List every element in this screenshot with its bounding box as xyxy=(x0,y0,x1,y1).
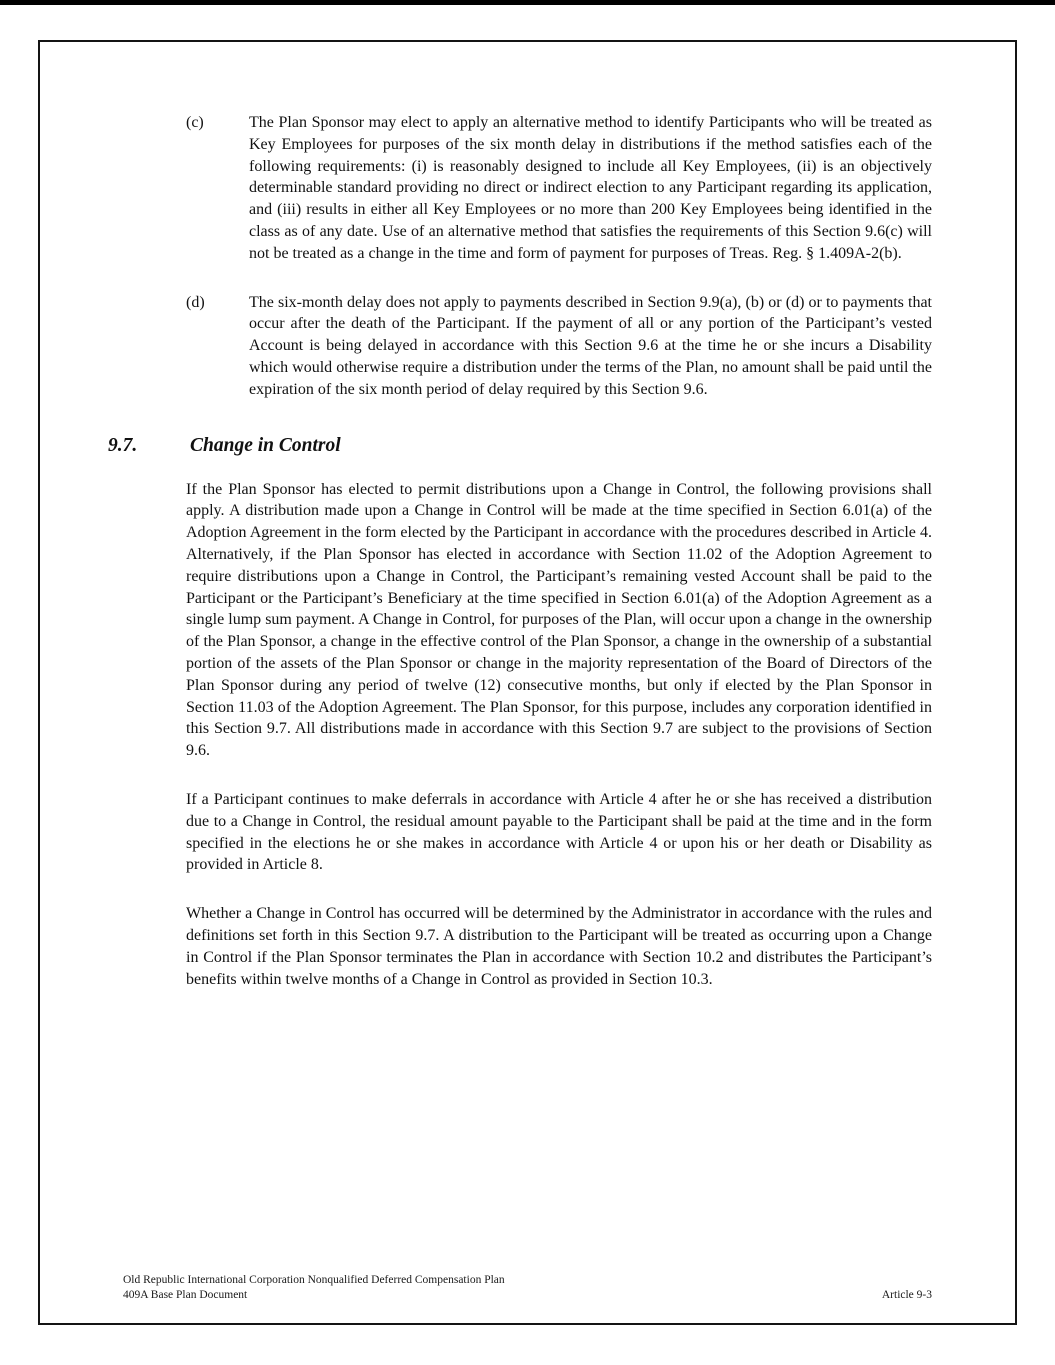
clause-d xyxy=(186,292,932,401)
clause-c xyxy=(186,112,932,265)
clause-c-text: The Plan Sponsor may elect to apply an alternative method to identify Participants who will be treated as Key Employees for purposes of the six month delay in distributions if the method satisfies each of the following requirements: (i) is reasonably designed to include all Key Employees, (ii) is an objectively determinable standard providing no direct or indirect election to any Participant regarding its application, and (iii) results in either all Key Employees or no more than 200 Key Employees being identified in the class as of any date. Use of an alternative method that satisfies the requirements of this Section 9.6(c) will not be treated as a change in the time and form of payment for purposes of Treas. Reg. § 1.409A-2(b). xyxy=(249,114,932,262)
page-content xyxy=(108,112,932,1017)
paragraph-2: If a Participant continues to make deferrals in accordance with Article 4 after he or she has received a distribution due to a Change in Control, the residual amount payable to the Participant shall be paid at the time and in the form specified in the elections he or she makes in accordance with Article 4 or upon his or her death or Disability as provided in Article 8. xyxy=(186,790,932,874)
clause-d-text: The six-month delay does not apply to payments described in Section 9.9(a), (b) or (d) or to payments that occur after the death of the Participant. If the payment of all or any portion of the Participant’s vested Account is being delayed in accordance with this Section 9.6 at the time he or she incurs a Disability which would otherwise require a distribution under the terms of the Plan, no amount shall be paid until the expiration of the six month period of delay required by this Section 9.6. xyxy=(249,293,932,398)
scan-edge-artifact xyxy=(0,0,1055,5)
section-number: 9.7. xyxy=(108,434,138,456)
footer-page-label: Article 9-3 xyxy=(881,1289,932,1301)
footer-line-2: 409A Base Plan Document xyxy=(123,1289,248,1301)
clause-c-label: (c) xyxy=(186,114,204,131)
paragraph-1: If the Plan Sponsor has elected to permit distributions upon a Change in Control, the following provisions shall apply. A distribution made upon a Change in Control will be made at the time specified in Section 6.01(a) of the Adoption Agreement in the form elected by the Participant in accordance with the procedures described in Article 4. Alternatively, if the Plan Sponsor has elected in accordance with Section 11.02 of the Adoption Agreement to require distributions upon a Change in Control, the Participant’s remaining vested Account shall be paid to the Participant or the Participant’s Beneficiary at the time specified in Section 6.01(a) of the Adoption Agreement as a single lump sum payment. A Change in Control, for purposes of the Plan, will occur upon a change in the ownership of the Plan Sponsor, a change in the effective control of the Plan Sponsor, a change in the ownership of a substantial portion of the assets of the Plan Sponsor or change in the majority representation of the Board of Directors of the Plan Sponsor during any period of twelve (12) consecutive months, but only if elected by the Plan Sponsor in Section 11.03 of the Adoption Agreement. The Plan Sponsor, for this purpose, includes any corporation identified in this Section 9.7. All distributions made in accordance with this Section 9.7 are subject to the provisions of Section 9.6. xyxy=(186,480,932,760)
footer-line-1: Old Republic International Corporation Nonqualified Deferred Compensation Plan xyxy=(123,1274,505,1286)
paragraph-3: Whether a Change in Control has occurred will be determined by the Administrator in accordance with the rules and definitions set forth in this Section 9.7. A distribution to the Participant will be treated as occurring upon a Change in Control if the Plan Sponsor terminates the Plan in accordance with Section 10.2 and distributes the Participant’s benefits within twelve months of a Change in Control as provided in Section 10.3. xyxy=(186,905,932,988)
clause-d-label: (d) xyxy=(186,293,205,311)
page-footer xyxy=(123,1273,932,1303)
section-title: Change in Control xyxy=(190,434,341,456)
section-heading xyxy=(108,434,932,458)
footer-document-info xyxy=(123,1273,505,1303)
